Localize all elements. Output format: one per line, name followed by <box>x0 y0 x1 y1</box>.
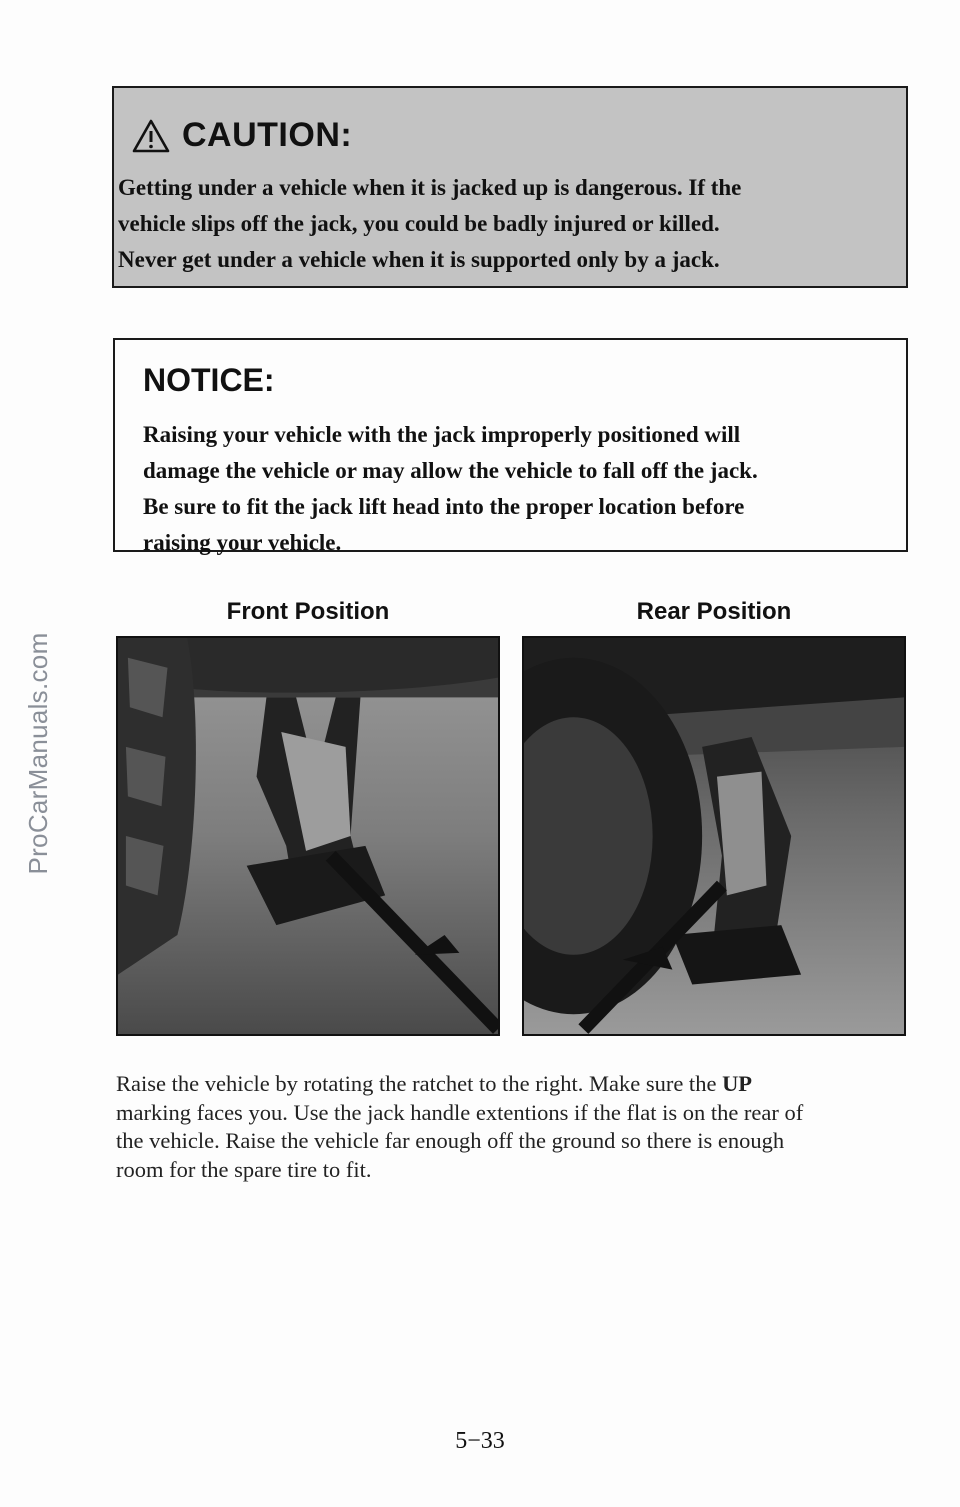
caution-line: vehicle slips off the jack, you could be badly injured or killed. <box>118 211 720 236</box>
body-line: room for the spare tire to fit. <box>116 1156 372 1182</box>
caution-text <box>118 170 898 278</box>
notice-text <box>143 417 758 561</box>
notice-line: Raising your vehicle with the jack improperly positioned will <box>143 422 741 447</box>
notice-title: NOTICE: <box>143 362 275 398</box>
body-line-text: Raise the vehicle by rotating the ratchet to the right. Make sure the <box>116 1071 723 1096</box>
notice-line: raising your vehicle. <box>143 530 342 555</box>
caution-header <box>132 116 352 155</box>
site-watermark: ProCarManuals.com <box>22 632 53 875</box>
up-marking-text: UP <box>722 1071 753 1096</box>
front-position-photo <box>116 636 500 1036</box>
rear-position-photo <box>522 636 906 1036</box>
caution-line: Getting under a vehicle when it is jacked up is dangerous. If the <box>118 175 742 200</box>
body-line <box>116 1070 906 1099</box>
notice-line: damage the vehicle or may allow the vehicle to fall off the jack. <box>143 458 758 483</box>
notice-box <box>113 338 908 555</box>
page-number: 5−33 <box>455 1428 505 1454</box>
instruction-paragraph <box>116 1070 906 1184</box>
rear-position-caption: Rear Position <box>636 598 792 625</box>
body-line: marking faces you. Use the jack handle extentions if the flat is on the rear of <box>116 1099 804 1125</box>
front-position-caption: Front Position <box>226 598 390 625</box>
body-line: the vehicle. Raise the vehicle far enough off the ground so there is enough <box>116 1128 785 1153</box>
caution-line: Never get under a vehicle when it is supported only by a jack. <box>118 247 720 272</box>
notice-line: Be sure to fit the jack lift head into the proper location before <box>143 494 745 519</box>
caution-title: CAUTION: <box>182 116 353 154</box>
warning-triangle-icon <box>132 119 170 153</box>
caution-box <box>112 86 908 288</box>
